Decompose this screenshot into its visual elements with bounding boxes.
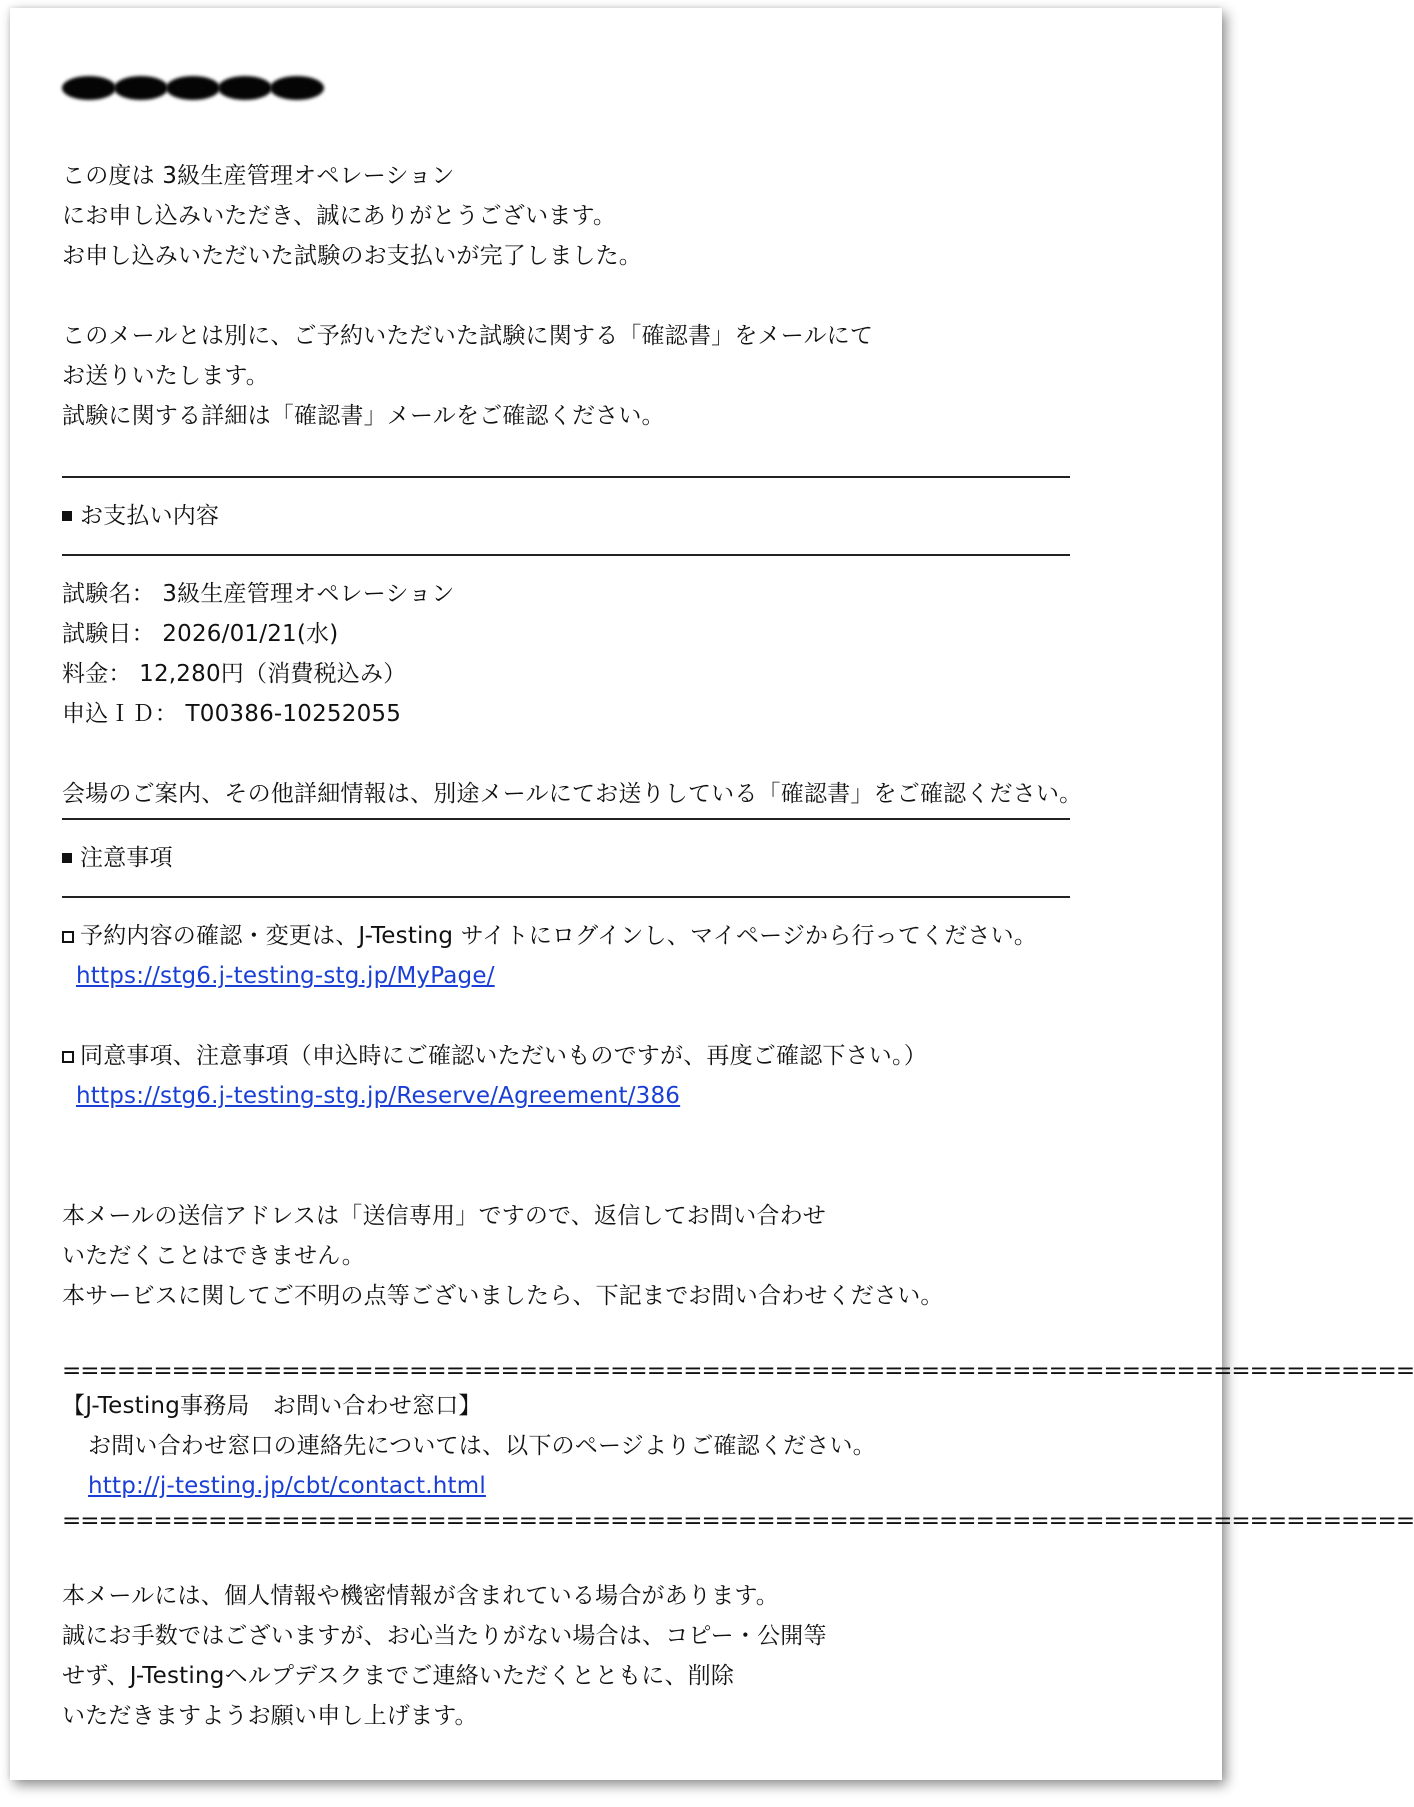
no-reply-paragraph bbox=[62, 1196, 1202, 1316]
redacted-recipient-name bbox=[62, 66, 1202, 106]
square-bullet-icon bbox=[62, 853, 72, 863]
contact-text: お問い合わせ窓口の連絡先については、以下のページよりご確認ください。 bbox=[88, 1433, 876, 1459]
privacy-line: せず、J-Testingヘルプデスクまでご連絡いただくとともに、削除 bbox=[62, 1663, 735, 1689]
redaction-blot bbox=[218, 76, 272, 100]
caution-item-mypage bbox=[62, 916, 1202, 996]
divider bbox=[62, 554, 1070, 556]
contact-block bbox=[62, 1356, 1414, 1536]
exam-fee: 料金： 12,280円（消費税込み） bbox=[62, 661, 407, 687]
hollow-square-bullet-icon bbox=[62, 931, 74, 943]
caution-item-text: 同意事項、注意事項（申込時にご確認いただいものですが、再度ご確認下さい。） bbox=[80, 1043, 927, 1069]
privacy-paragraph bbox=[62, 1576, 1202, 1736]
cautions-section-heading bbox=[62, 838, 1202, 878]
email-body bbox=[62, 66, 1414, 1736]
caution-item-text: 予約内容の確認・変更は、J-Testing サイトにログインし、マイページから行ってください。 bbox=[80, 923, 1038, 949]
intro-line: にお申し込みいただき、誠にありがとうございます。 bbox=[62, 203, 617, 229]
privacy-line: いただきますようお願い申し上げます。 bbox=[62, 1703, 478, 1729]
mypage-link[interactable]: https://stg6.j-testing-stg.jp/MyPage/ bbox=[76, 963, 495, 989]
notice-line: お送りいたします。 bbox=[62, 363, 269, 389]
venue-note: 会場のご案内、その他詳細情報は、別途メールにてお送りしている「確認書」をご確認ください。 bbox=[62, 781, 1083, 807]
notice-line: 試験に関する詳細は「確認書」メールをご確認ください。 bbox=[62, 403, 665, 429]
redaction-blot bbox=[62, 76, 116, 100]
exam-name: 試験名： 3級生産管理オペレーション bbox=[62, 581, 455, 607]
privacy-line: 誠にお手数ではございますが、お心当たりがない場合は、コピー・公開等 bbox=[62, 1623, 827, 1649]
redaction-blot bbox=[166, 76, 220, 100]
notice-line: このメールとは別に、ご予約いただいた試験に関する「確認書」をメールにて bbox=[62, 323, 874, 349]
payment-details bbox=[62, 574, 1202, 734]
no-reply-line: 本メールの送信アドレスは「送信専用」ですので、返信してお問い合わせ bbox=[62, 1203, 826, 1229]
application-id: 申込ＩＤ： T00386-10252055 bbox=[62, 701, 402, 727]
intro-paragraph bbox=[62, 156, 1202, 276]
intro-line: この度は 3級生産管理オペレーション bbox=[62, 163, 455, 189]
payment-section-heading bbox=[62, 496, 1202, 536]
privacy-line: 本メールには、個人情報や機密情報が含まれている場合があります。 bbox=[62, 1583, 779, 1609]
exam-date: 試験日： 2026/01/21(水) bbox=[62, 621, 339, 647]
redaction-blot bbox=[270, 76, 324, 100]
hollow-square-bullet-icon bbox=[62, 1051, 74, 1063]
no-reply-line: いただくことはできません。 bbox=[62, 1243, 365, 1269]
contact-link[interactable]: http://j-testing.jp/cbt/contact.html bbox=[88, 1473, 486, 1499]
divider bbox=[62, 476, 1070, 478]
intro-line: お申し込みいただいた試験のお支払いが完了しました。 bbox=[62, 243, 642, 269]
redaction-blot bbox=[114, 76, 168, 100]
contact-title: 【J-Testing事務局 お問い合わせ窓口】 bbox=[62, 1393, 482, 1419]
confirmation-notice-paragraph bbox=[62, 316, 1202, 436]
separator-line: ========================================================================== bbox=[62, 1508, 1414, 1534]
divider bbox=[62, 818, 1070, 820]
square-bullet-icon bbox=[62, 511, 72, 521]
divider bbox=[62, 896, 1070, 898]
email-page bbox=[10, 8, 1414, 1780]
no-reply-line: 本サービスに関してご不明の点等ございましたら、下記までお問い合わせください。 bbox=[62, 1283, 944, 1309]
caution-item-agreement bbox=[62, 1036, 1202, 1116]
cautions-heading-text: 注意事項 bbox=[80, 845, 173, 871]
payment-heading-text: お支払い内容 bbox=[80, 503, 220, 529]
separator-line: ========================================================================== bbox=[62, 1358, 1414, 1384]
agreement-link[interactable]: https://stg6.j-testing-stg.jp/Reserve/Agreement/386 bbox=[76, 1083, 681, 1109]
